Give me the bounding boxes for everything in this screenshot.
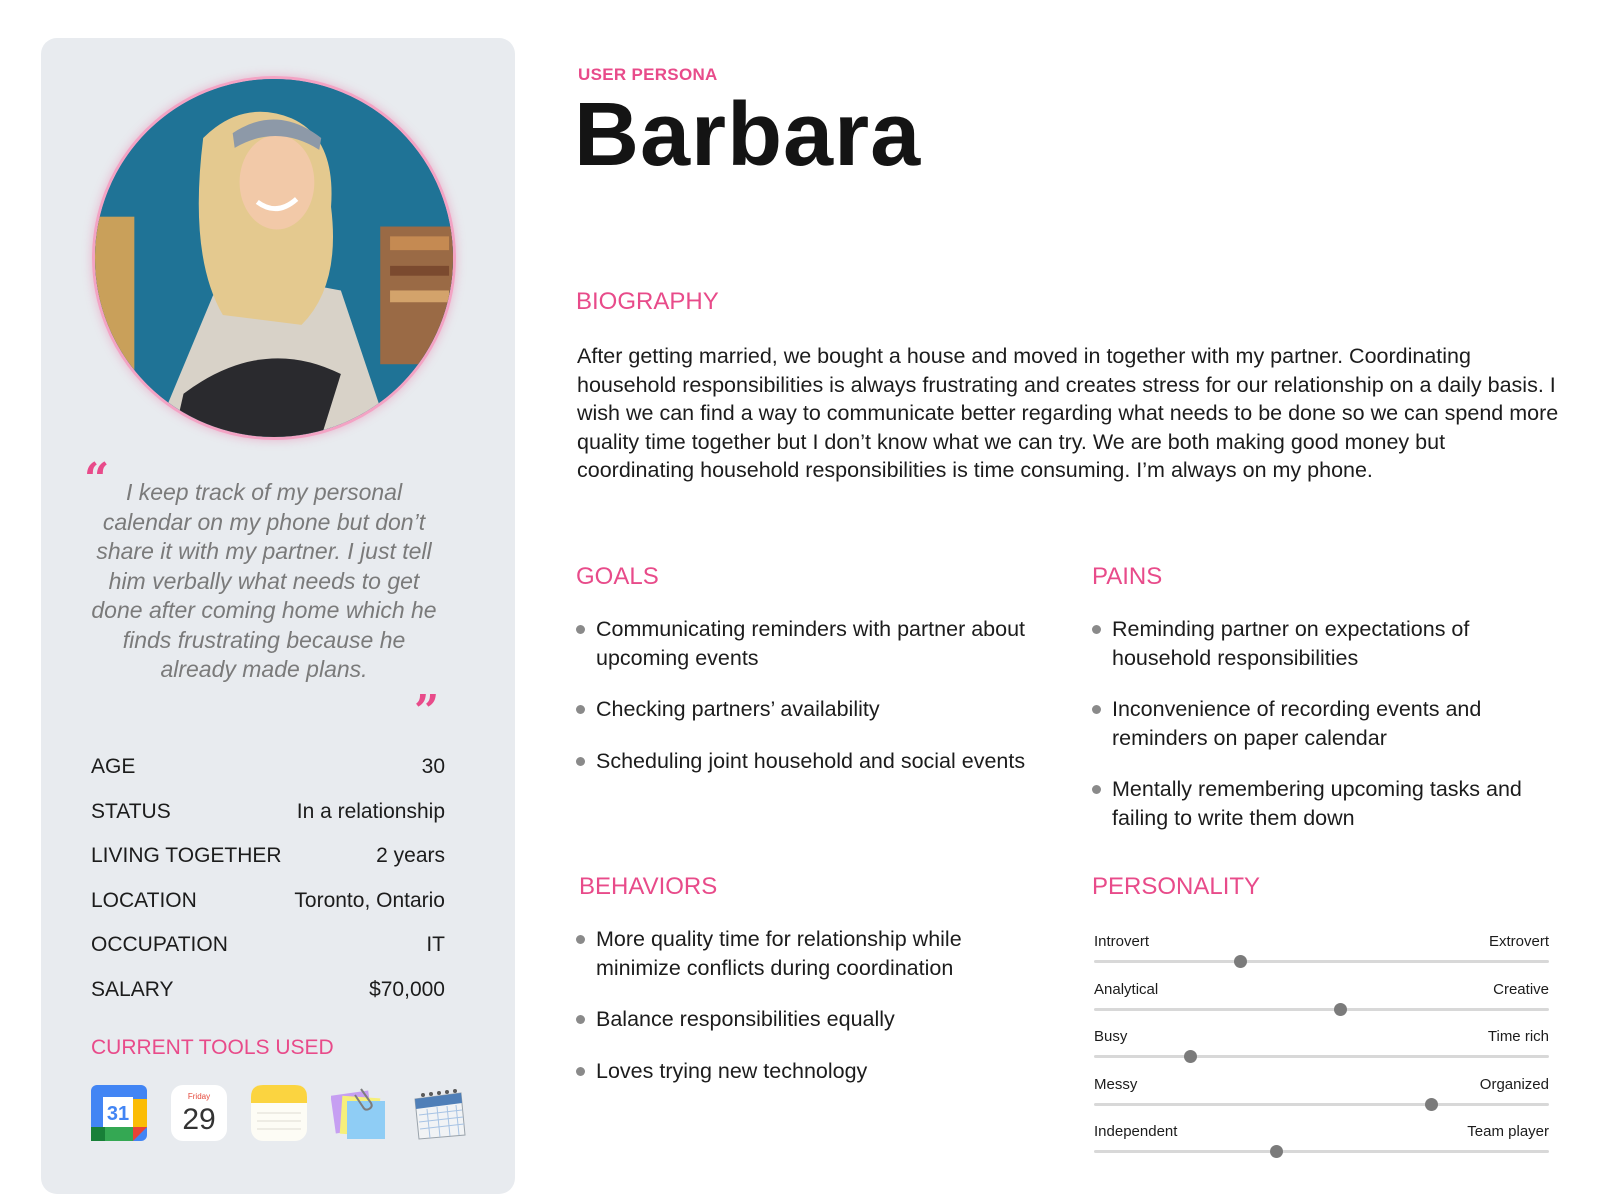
fact-row-occupation [91, 923, 445, 968]
goal-text: Scheduling joint household and social events [596, 748, 1026, 773]
trait-left-label: Introvert [1094, 933, 1150, 950]
biography-text: After getting married, we bought a house and moved in together with my partner. Coordinating household responsibilities is always frustrating and creates stress for our relationship on a daily basis. I wish we can find a way to communicate better regarding what needs to be done so we can spend more quality time together but I don’t know what we can try. We are both making good money but coordinating household responsibilities is time consuming. I’m always on my phone. [577, 344, 1559, 482]
slider-track [1094, 1150, 1549, 1153]
tools-title: CURRENT TOOLS USED [91, 1036, 334, 1059]
open-quote-icon: “ [84, 454, 110, 505]
slider-track [1094, 1103, 1549, 1106]
trait-busy-time-rich [1094, 1028, 1549, 1076]
list-item [576, 1057, 1036, 1086]
fact-row-location [91, 879, 445, 924]
slider-knob[interactable] [1184, 1050, 1197, 1063]
bullet-icon [576, 757, 585, 766]
slider-knob[interactable] [1270, 1145, 1283, 1158]
bullet-icon [1092, 785, 1101, 794]
avatar [92, 76, 456, 440]
persona-photo-illustration [95, 79, 453, 437]
goals-title: GOALS [576, 563, 659, 590]
pains-title: PAINS [1092, 563, 1163, 590]
bullet-icon [576, 705, 585, 714]
fact-label: LIVING TOGETHER [91, 844, 282, 868]
slider-knob[interactable] [1425, 1098, 1438, 1111]
trait-analytical-creative [1094, 981, 1549, 1029]
google-calendar-date: 31 [106, 1103, 130, 1125]
fact-label: AGE [91, 755, 136, 779]
trait-right-label: Team player [1467, 1123, 1549, 1140]
fact-value: $70,000 [369, 977, 445, 1001]
behavior-text: Balance responsibilities equally [596, 1007, 895, 1031]
facts-list [91, 745, 445, 1012]
trait-messy-organized [1094, 1076, 1549, 1124]
trait-left-label: Independent [1094, 1123, 1178, 1140]
slider-track [1094, 1055, 1549, 1058]
fact-row-living-together [91, 834, 445, 879]
trait-right-label: Time rich [1487, 1028, 1549, 1045]
slider-track [1094, 1008, 1549, 1011]
fact-row-salary [91, 968, 445, 1013]
list-item [576, 747, 1046, 776]
trait-introvert-extrovert [1094, 933, 1549, 981]
list-item [576, 615, 1046, 672]
close-quote-icon: ” [414, 686, 440, 737]
tools-list [91, 1085, 467, 1141]
slider-knob[interactable] [1334, 1003, 1347, 1016]
calendar-day-label: Friday [187, 1092, 211, 1101]
bullet-icon [576, 935, 585, 944]
calendar-date-label: 29 [182, 1103, 216, 1136]
pain-text: Inconvenience of recording events and reminders on paper calendar [1112, 697, 1482, 750]
desk-calendar-icon [411, 1085, 467, 1141]
list-item [576, 1005, 1036, 1034]
fact-row-status [91, 790, 445, 835]
personality-sliders [1094, 933, 1549, 1171]
bullet-icon [576, 1067, 585, 1076]
bullet-icon [576, 625, 585, 634]
persona-name: Barbara [574, 85, 922, 185]
list-item [1092, 615, 1562, 672]
goal-text: Checking partners’ availability [596, 697, 880, 721]
goals-list [576, 615, 1046, 798]
pains-list [1092, 615, 1562, 855]
behavior-text: Loves trying new technology [596, 1058, 868, 1083]
fact-value: In a relationship [296, 799, 445, 823]
behaviors-list [576, 925, 1036, 1108]
slider-knob[interactable] [1234, 955, 1247, 968]
fact-label: LOCATION [91, 888, 197, 912]
slider-track [1094, 960, 1549, 963]
sticky-notes-icon [331, 1085, 387, 1141]
trait-left-label: Messy [1094, 1075, 1138, 1093]
trait-right-label: Organized [1479, 1075, 1549, 1093]
bullet-icon [1092, 705, 1101, 714]
trait-right-label: Extrovert [1488, 933, 1549, 950]
fact-value: 2 years [376, 844, 445, 868]
list-item [576, 925, 1036, 982]
trait-left-label: Busy [1094, 1028, 1128, 1045]
quote-text: I keep track of my personal calendar on my phone but don’t share it with my partner. I just tell him verbally what needs to get done after coming home which he finds frustrating because he already made plans. [91, 479, 437, 682]
bullet-icon [576, 1015, 585, 1024]
fact-row-age [91, 745, 445, 790]
pain-text: Mentally remembering upcoming tasks and failing to write them down [1112, 777, 1522, 830]
persona-eyebrow: USER PERSONA [578, 65, 718, 84]
list-item [1092, 775, 1562, 832]
trait-left-label: Analytical [1094, 980, 1159, 998]
google-calendar-icon [91, 1085, 147, 1141]
notes-icon [251, 1085, 307, 1141]
trait-independent-team-player [1094, 1123, 1549, 1171]
fact-value: Toronto, Ontario [294, 888, 445, 912]
fact-label: SALARY [91, 977, 174, 1001]
trait-right-label: Creative [1493, 980, 1549, 998]
bullet-icon [1092, 625, 1101, 634]
list-item [576, 695, 1046, 724]
behaviors-title: BEHAVIORS [579, 873, 718, 900]
pain-text: Reminding partner on expectations of household responsibilities [1112, 617, 1470, 670]
fact-label: OCCUPATION [91, 933, 228, 957]
fact-value: 30 [421, 755, 445, 779]
behavior-text: More quality time for relationship while minimize conflicts during coordination [596, 927, 962, 980]
biography-title: BIOGRAPHY [576, 288, 719, 315]
apple-calendar-icon [171, 1085, 227, 1141]
list-item [1092, 695, 1562, 752]
goal-text: Communicating reminders with partner about upcoming events [596, 617, 1026, 670]
fact-value: IT [426, 933, 445, 957]
personality-title: PERSONALITY [1092, 873, 1261, 900]
fact-label: STATUS [91, 799, 171, 823]
